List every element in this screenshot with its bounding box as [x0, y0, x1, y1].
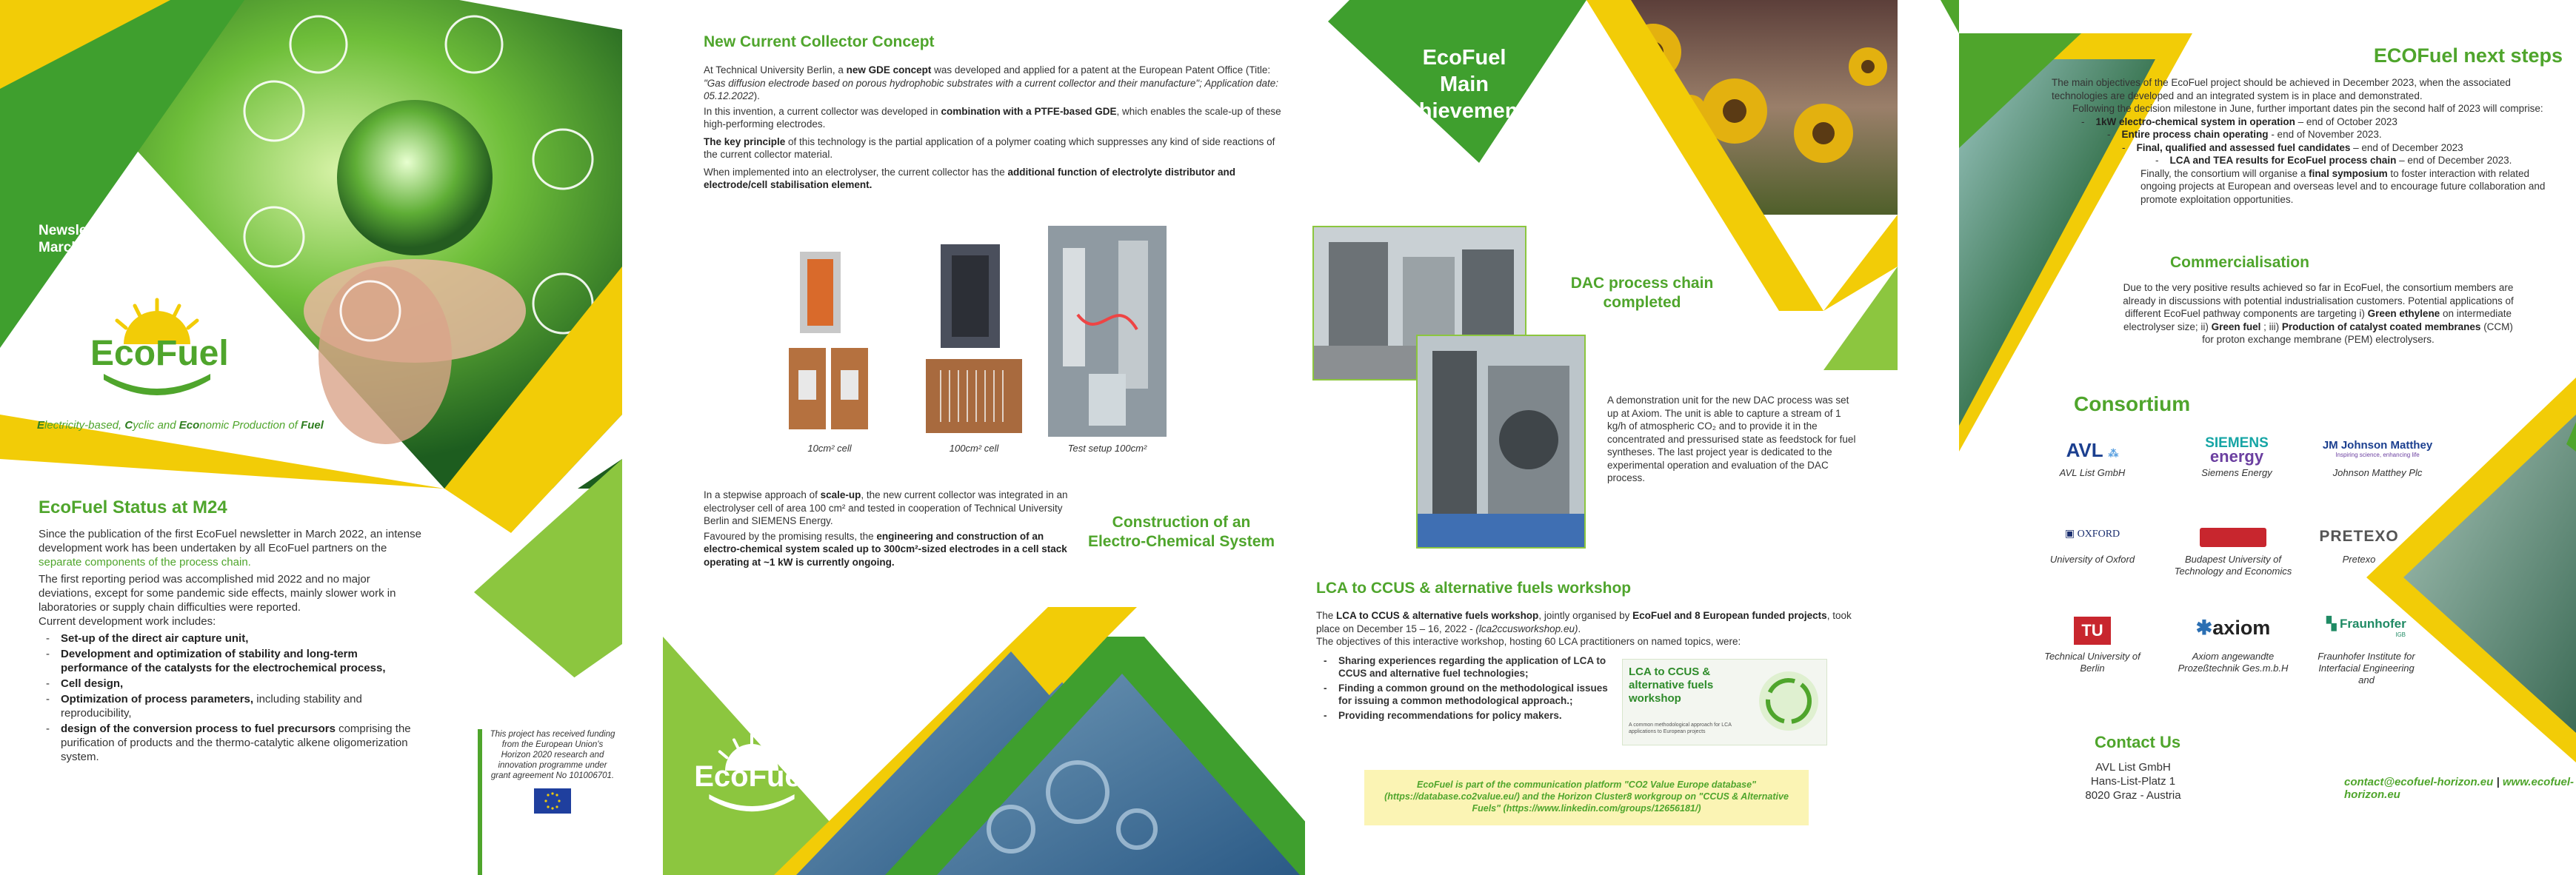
funding-text: This project has received funding from the European Union's Horizon 2020 research and innovation programme under grant agreement No 101006701.	[490, 730, 615, 780]
recycle-icon	[1756, 668, 1821, 734]
status-list-item: - Set-up of the direct air capture unit,	[39, 631, 424, 646]
bme-logo-icon	[2200, 528, 2266, 547]
tu-logo: TU	[2074, 617, 2111, 645]
next-steps-paragraph-1: The main objectives of the EcoFuel project should be achieved in December 2023, when the associated technologies are developed and an integrated system is in place and demonstrated.	[2052, 77, 2511, 101]
panel-next-steps	[1941, 0, 2576, 875]
components-link[interactable]: separate components of the process chain.	[39, 556, 251, 569]
scaleup-body	[704, 489, 1074, 569]
website-link[interactable]: www.ecofuel-horizon.eu	[2344, 776, 2574, 801]
construction-title: Construction of an Electro-Chemical System	[1087, 514, 1275, 550]
collector-paragraph-1: At Technical University Berlin, a new GDE concept was developed and applied for a patent at the European Patent Office (Title: "Gas diffusion electrode based on porous hydrophobic substrates with a current collector and their manufacture"; Application date: 05.12.2022).	[704, 64, 1279, 101]
eu-flag-icon	[534, 788, 571, 814]
next-steps-paragraph-3: Finally, the consortium will organise a final symposium to foster interaction with related ongoing projects at European and overseas level and to encourage future collaboration and promote exploitation opportunities.	[2140, 167, 2546, 205]
next-steps-item: - LCA and TEA results for EcoFuel process chain – end of December 2023.	[2155, 155, 2512, 166]
contact-address	[2059, 760, 2207, 802]
funding-box	[478, 729, 615, 875]
status-paragraph-3: Current development work includes:	[39, 615, 216, 628]
workshop-link[interactable]: (lca2ccusworkshop.eu)	[1475, 623, 1578, 634]
status-body	[39, 527, 424, 765]
panel-cover	[0, 0, 622, 875]
status-list-item: - Cell design,	[39, 677, 424, 691]
partner-fraunhofer: ▚ Fraunhofer IGB Fraunhofer Institute for Interfacial Engineering and	[2311, 617, 2422, 686]
partner-pretexo: PRETEXO Pretexo	[2311, 528, 2407, 566]
newsletter-date: March 2023	[39, 240, 116, 255]
newsletter-number: Newsletter #2	[39, 223, 130, 238]
contact-line: Hans-List-Platz 1	[2090, 775, 2176, 788]
panel-collector	[663, 0, 1361, 875]
commercialisation-body: Due to the very positive results achieved so far in EcoFuel, the consortium members are already in discussions with potential industrialisation customers. Potential applications of different EcoFuel pathway components are targeting i) Green ethylene on intermediate electrolyser size; ii) Green fuel ; iii) Production of catalyst coated membranes (CCM) for proton exchange membrane (PEM) electrolysers.	[2123, 282, 2514, 345]
workshop-paragraph-2: The objectives of this interactive workshop, hosting 60 LCA practitioners on named topics, were:	[1316, 636, 1741, 647]
contact-line: AVL List GmbH	[2095, 761, 2171, 774]
status-list-item: - design of the conversion process to fuel precursors comprising the purification of products and the thermo-catalytic alkene oligomerization system.	[39, 722, 424, 764]
tagline	[37, 419, 324, 432]
contact-links: contact@ecofuel-horizon.eu | www.ecofuel-horizon.eu	[2344, 776, 2574, 801]
partner-tu-berlin: TU Technical University of Berlin	[2037, 617, 2148, 674]
cell-10cm-photo	[785, 244, 874, 437]
caption-test-setup: Test setup 100cm²	[1067, 443, 1147, 454]
dac-photo-2	[1416, 335, 1586, 549]
tagline-part: Fuel	[301, 419, 324, 432]
contact-title: Contact Us	[2095, 733, 2181, 751]
partner-jm: JM Johnson Matthey Inspiring science, enhancing life Johnson Matthey Plc	[2311, 439, 2444, 479]
workshop-paragraph-1: The LCA to CCUS & alternative fuels workshop, jointly organised by EcoFuel and 8 European funded projects, took place on December 15 – 16, 2022 - (lca2ccusworkshop.eu).	[1316, 610, 1852, 634]
next-steps-item: - Entire process chain operating - end of November 2023.	[2107, 129, 2382, 140]
dac-title: DAC process chain completed	[1570, 275, 1714, 311]
status-paragraph-2: The first reporting period was accomplished mid 2022 and no major deviations, except for some pandemic side effects, mainly slower work in laboratories or supply chain difficulties were reported.	[39, 573, 396, 614]
next-steps-title: ECOFuel next steps	[2373, 44, 2563, 67]
logo-text-small: EcoFuel	[694, 760, 810, 793]
partner-bme: Budapest University of Technology and Economics	[2170, 528, 2296, 577]
partner-avl: AVL ⁂ AVL List GmbH	[2037, 439, 2148, 479]
test-setup-photo	[1048, 226, 1167, 437]
tagline-part: Eco	[178, 419, 200, 432]
dac-body: A demonstration unit for the new DAC process was set up at Axiom. The unit is able to capture a stream of 1 kg/h of atmospheric CO₂ and to provide it in the concentrated and pressurised state as feedstock for fuel syntheses. The last project year is dedicated to the experimental operation and evaluation of the DAC process.	[1607, 395, 1856, 483]
status-title: EcoFuel Status at M24	[39, 497, 227, 517]
siemens-logo: SIEMENS energy	[2205, 435, 2269, 466]
jm-logo: JM Johnson Matthey Inspiring science, enhancing life	[2322, 439, 2433, 458]
contact-line: 8020 Graz - Austria	[2085, 789, 2181, 802]
next-steps-list	[2052, 115, 2563, 167]
newsletter-label	[39, 222, 130, 256]
workshop-image	[1622, 659, 1827, 745]
caption-10cm: 10cm² cell	[807, 443, 852, 454]
workshop-image-title: LCA to CCUS & alternative fuels workshop	[1629, 666, 1714, 705]
partner-oxford: ▣ OXFORD University of Oxford	[2037, 528, 2148, 566]
status-paragraph-1: Since the publication of the first EcoFuel newsletter in March 2022, an intense development work has been undertaken by all EcoFuel partners on the separate components of the process chain.	[39, 528, 421, 569]
workshop-title: LCA to CCUS & alternative fuels workshop	[1316, 580, 1632, 597]
cell-100cm-photo	[918, 233, 1030, 437]
partner-axiom: ✱axiom Axiom angewandte Prozeßtechnik Ges.m.b.H	[2170, 617, 2296, 674]
workshop-list-item: - Sharing experiences regarding the application of LCA to CCUS and alternative fuel technologies;	[1316, 654, 1620, 680]
collector-paragraph-2: In this invention, a current collector was developed in combination with a PTFE-based GDE, which enables the scale-up of these high-performing electrodes.	[704, 105, 1281, 130]
status-list-item: - Optimization of process parameters, including stability and reproducibility,	[39, 692, 424, 720]
consortium-title: Consortium	[2074, 392, 2191, 415]
tagline-part: C	[124, 419, 133, 432]
achievements-heading: EcoFuel Main Achievements	[1391, 46, 1538, 123]
logo-text: EcoFuel	[90, 334, 229, 373]
collector-title: New Current Collector Concept	[704, 33, 935, 50]
axiom-logo: ✱axiom	[2195, 617, 2271, 639]
scaleup-paragraph-2: Favoured by the promising results, the engineering and construction of an electro-chemical system scaled up to 300cm²-sized electrodes in a cell stack operating at ~1 kW is currently ongoing.	[704, 530, 1067, 568]
partner-siemens: SIEMENS energy Siemens Energy	[2181, 437, 2292, 479]
next-steps-paragraph-2: Following the decision milestone in June, further important dates pin the second half of 2023 will comprise:	[2072, 103, 2543, 114]
fraunhofer-logo: ▚ Fraunhofer IGB	[2326, 617, 2406, 638]
workshop-list-item: - Providing recommendations for policy makers.	[1316, 709, 1620, 723]
status-list-item: - Development and optimization of stability and long-term performance of the catalysts for the electrochemical process,	[39, 647, 424, 675]
workshop-list-item: - Finding a common ground on the methodological issues for issuing a common methodological approach.;	[1316, 682, 1620, 708]
status-list	[39, 631, 424, 764]
ecofuel-logo-small	[693, 729, 811, 818]
oxford-logo: ▣ OXFORD	[2064, 529, 2120, 540]
commercialisation-title: Commercialisation	[2170, 254, 2309, 271]
tagline-part: yclic and	[133, 419, 179, 432]
ecofuel-logo	[83, 292, 231, 403]
pretexo-logo: PRETEXO	[2319, 528, 2399, 545]
caption-100cm: 100cm² cell	[949, 443, 999, 454]
next-steps-body	[2052, 76, 2563, 206]
next-steps-item: - 1kW electro-chemical system in operation – end of October 2023	[2081, 115, 2398, 127]
workshop-list	[1316, 654, 1620, 723]
collector-paragraph-3: The key principle of this technology is the partial application of a polymer coating which suppresses any kind of side reactions of the current collector material.	[704, 135, 1275, 160]
contact-email-link[interactable]: contact@ecofuel-horizon.eu	[2344, 776, 2494, 788]
platform-box	[1364, 770, 1809, 825]
next-steps-item: - Final, qualified and assessed fuel candidates – end of December 2023	[2122, 141, 2463, 153]
tagline-part: lectricity-based,	[44, 419, 125, 432]
tagline-part: E	[37, 419, 45, 432]
collector-paragraph-4: When implemented into an electrolyser, the current collector has the additional function of electrolyte distributor and electrode/cell stabilisation element.	[704, 166, 1235, 190]
workshop-image-sub: A common methodological approach for LCA applications to European projects	[1629, 723, 1732, 734]
tagline-part: nomic Production of	[199, 419, 301, 432]
platform-text: EcoFuel is part of the communication platform "CO2 Value Europe database" (https://database.co2value.eu/) and the Horizon Cluster8 workgroup on "CCUS & Alternative Fuels" (https://www.linkedin.com/groups/12656181/)	[1384, 780, 1789, 814]
avl-logo: AVL ⁂	[2066, 439, 2119, 461]
panel-achievements	[1305, 0, 1898, 875]
collector-body	[704, 64, 1289, 192]
scaleup-paragraph-1: In a stepwise approach of scale-up, the new current collector was integrated in an electrolyser cell of area 100 cm² and tested in cooperation of Technical University Berlin and SIEMENS Energy.	[704, 489, 1068, 526]
